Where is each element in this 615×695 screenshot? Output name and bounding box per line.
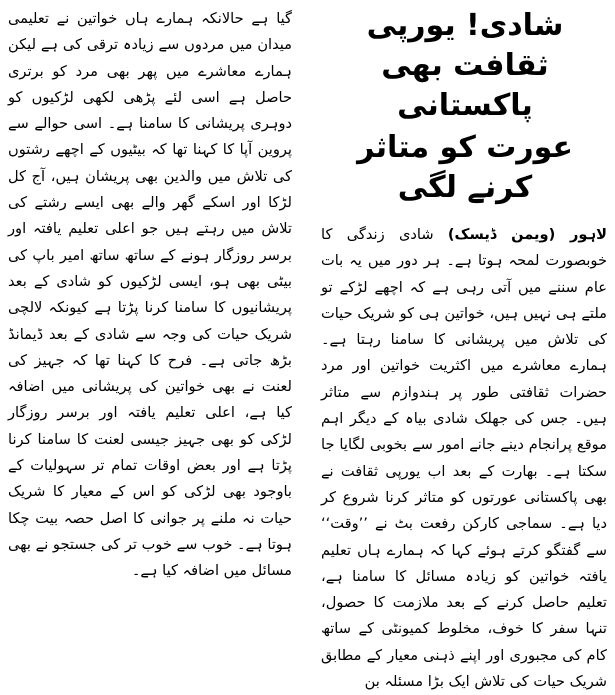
right-column-text: شادی زندگی کا خوبصورت لمحہ ہوتا ہے۔ ہر دور میں یہ بات عام سننے میں آتی رہی ہے کہ اچھے لڑکے تو ملتے ہی نہیں ہیں، خواتین ہی کو شریک حیات کی تلاش میں پریشانی کا سامنا رہتا ہے۔ ہمارے معاشرے میں اکثریت خواتین اور مرد حضرات ثقافتی طور پر ہندوازم سے متاثر ہیں۔ جس کی جھلک شادی بیاہ کے دیگر اہم موقع پرانجام دینے جانے امور سے بخوبی لگایا جا سکتا ہے۔ بھارت کے بعد اب یورپی ثقافت نے بھی پاکستانی عورتوں کو متاثر کرنا شروع کر دیا ہے۔ سماجی کارکن رفعت بٹ نے ’’وقت‘‘ سے گفتگو کرتے ہوئے کہا کہ ہمارے ہاں تعلیم یافتہ خواتین کو زیادہ مسائل کا سامنا ہے، تعلیم حاصل کرنے کے بعد ملازمت کا حصول، تنہا سفر کا خوف، مخلوط کمیونٹی کے ساتھ کام کی مجبوری اور اپنے ذہنی معیار کے مطابق شریک حیات کی تلاش ایک بڑا مسئلہ بن xyxy=(321,226,607,691)
right-column xyxy=(315,0,615,691)
headline-line-1: شادی! یورپی ثقافت بھی پاکستانی xyxy=(366,8,564,123)
dateline: لاہور (ویمن ڈیسک) xyxy=(447,226,607,243)
headline xyxy=(321,6,609,208)
article-body-left xyxy=(0,6,298,585)
left-column xyxy=(0,0,298,580)
left-column-text: گیا ہے حالانکہ ہمارے ہاں خواتین نے تعلیمی میدان میں مردوں سے زیادہ ترقی کی ہے لیکن ہمارے معاشرے میں پھر بھی مرد کو برتری حاصل ہے اسی لئے پڑھی لکھی لڑکیوں کو دوہری پریشانی کا سامنا ہے۔ اسی حوالے سے پروین آپا کا کہنا تھا کہ بیٹیوں کے اچھے رشتوں کی تلاش میں والدین بھی پریشان ہیں، آج کل لڑکا اور اسکے گھر والے بھی ایسے رشتے کی تلاش میں رہتے ہیں جو اعلی تعلیم یافتہ اور برسر روزگار ہونے کے ساتھ ساتھ امیر باپ کی بیٹی بھی ہو، ایسی لڑکیوں کو شادی کے بعد پریشانیوں کا سامنا کرنا پڑتا ہے کیونکہ لالچی شریک حیات کی وجہ سے شادی کے بعد ڈیمانڈ بڑھ جاتی ہے۔ فرح کا کہنا تھا کہ جہیز کی لعنت نے بھی خواتین کی پریشانی میں اضافہ کیا ہے، اعلی تعلیم یافتہ اور برسر روزگار لڑکی کو بھی جہیز جیسی لعنت کا سامنا کرنا پڑتا ہے اور بعض اوقات تمام تر سہولیات کے باوجود بھی لڑکی کو اس کے معیار کا شریک حیات نہ ملنے پر جوانی کا اصل حصہ بیت چکا ہوتا ہے۔ خوب سے خوب تر کی جستجو نے بھی مسائل میں اضافہ کیا ہے۔ xyxy=(8,10,292,580)
headline-line-2: عورت کو متاثر کرنے لگی xyxy=(357,130,573,205)
article-body-right xyxy=(315,222,615,695)
